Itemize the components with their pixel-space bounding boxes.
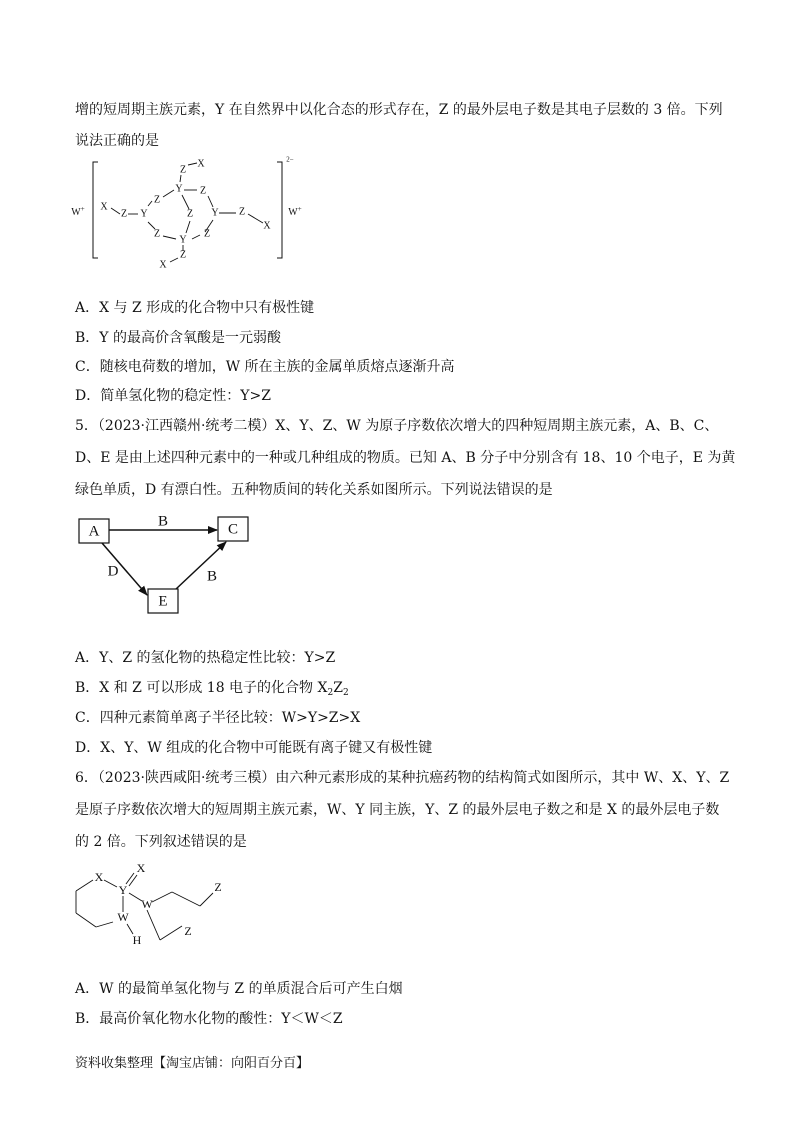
- q6-option-a: A．W 的最简单氢化物与 Z 的单质混合后可产生白烟: [75, 981, 403, 997]
- q4-atom: X: [100, 201, 108, 213]
- q6-atom-y: Y: [118, 882, 128, 897]
- q4-cation-left: W+: [71, 204, 85, 219]
- q4-atom: Z: [238, 206, 246, 218]
- q4-atom: Z: [203, 228, 211, 240]
- q5-option-b: B．X 和 Z 可以形成 18 电子的化合物 $X_2Z_2$: [75, 680, 349, 698]
- node-a-label: A: [88, 523, 100, 540]
- q4-atom: Y: [175, 183, 183, 195]
- q4-atom: Z: [199, 185, 207, 197]
- right-bracket: [277, 162, 282, 258]
- q6-atom-z-top: Z: [214, 879, 222, 894]
- q6-atom-x-top: X: [136, 860, 146, 875]
- q4-atom: Z: [186, 208, 194, 220]
- q4-atom: Z: [179, 164, 187, 176]
- q6-stem-line3: 的 2 倍。下列叙述错误的是: [75, 834, 247, 850]
- q4-stem-line1: 增的短周期主族元素，Y 在自然界中以化合态的形式存在，Z 的最外层电子数是其电子层数的 3 倍。下列: [75, 102, 723, 118]
- q5-reaction-diagram: [70, 508, 270, 618]
- q4-atom: Z: [179, 249, 187, 261]
- q6-atom-x-ring: X: [94, 869, 104, 884]
- arrow-ec-label: B: [206, 568, 218, 585]
- q4-atom: Y: [140, 208, 148, 220]
- q4-cation-right: W+: [288, 204, 302, 219]
- q6-stem-line1: 6．（2023·陕西咸阳·统考三模）由六种元素形成的某种抗癌药物的结构简式如图所示，其中 W、X、Y、Z: [75, 770, 730, 786]
- q4-atom: Y: [179, 234, 187, 246]
- q4-atom: Z: [120, 208, 128, 220]
- q4-atom: X: [159, 259, 167, 271]
- q6-atom-h: H: [132, 932, 142, 947]
- q4-anion-charge: 2−: [286, 155, 294, 164]
- q4-atom: X: [263, 220, 271, 232]
- arrow-e-to-c: [176, 542, 226, 589]
- q4-stem-line2: 说法正确的是: [75, 133, 159, 149]
- q6-atom-z-bottom: Z: [184, 923, 192, 938]
- left-bracket: [93, 162, 98, 258]
- q5-stem-line3: 绿色单质，D 有漂白性。五种物质间的转化关系如图所示。下列说法错误的是: [75, 482, 553, 498]
- q4-option-b: B．Y 的最高价含氧酸是一元弱酸: [75, 330, 281, 346]
- q6-structure-diagram: [70, 858, 240, 952]
- q4-atom: Y: [211, 207, 219, 219]
- q4-structure-diagram: [70, 150, 330, 275]
- arrow-ae-label: D: [107, 563, 119, 580]
- q6-atom-w-ring: W: [117, 909, 129, 924]
- q5-option-d: D．X、Y、W 组成的化合物中可能既有离子键又有极性键: [75, 740, 433, 756]
- q4-atom: Z: [153, 194, 161, 206]
- q6-atom-w-chain: W: [141, 896, 153, 911]
- q5-stem-line2: D、E 是由上述四种元素中的一种或几种组成的物质。已知 A、B 分子中分别含有 18、10 个电子，E 为黄: [75, 450, 736, 466]
- q4-atom: Z: [153, 228, 161, 240]
- page-footer: 资料收集整理【淘宝店铺：向阳百分百】: [75, 1056, 310, 1071]
- q5-option-a: A．Y、Z 的氢化物的热稳定性比较：Y>Z: [75, 650, 336, 666]
- q4-option-d: D．简单氢化物的稳定性：Y>Z: [75, 388, 271, 404]
- q6-stem-line2: 是原子序数依次增大的短周期主族元素，W、Y 同主族，Y、Z 的最外层电子数之和是 X 的最外层电子数: [75, 802, 720, 818]
- q4-option-c: C．随核电荷数的增加，W 所在主族的金属单质熔点逐渐升高: [75, 359, 455, 375]
- node-e-label: E: [158, 593, 168, 610]
- q6-option-b: B．最高价氧化物水化物的酸性：Y＜W＜Z: [75, 1011, 343, 1027]
- q5-option-c: C．四种元素简单离子半径比较：W>Y>Z>X: [75, 710, 361, 726]
- node-c-label: C: [227, 521, 239, 538]
- arrow-ac-label: B: [157, 513, 169, 530]
- q4-atom: X: [197, 158, 205, 170]
- q4-option-a: A．X 与 Z 形成的化合物中只有极性键: [75, 300, 315, 316]
- q5-stem-line1: 5．（2023·江西赣州·统考二模）X、Y、Z、W 为原子序数依次增大的四种短周期主族元素，A、B、C、: [75, 418, 719, 434]
